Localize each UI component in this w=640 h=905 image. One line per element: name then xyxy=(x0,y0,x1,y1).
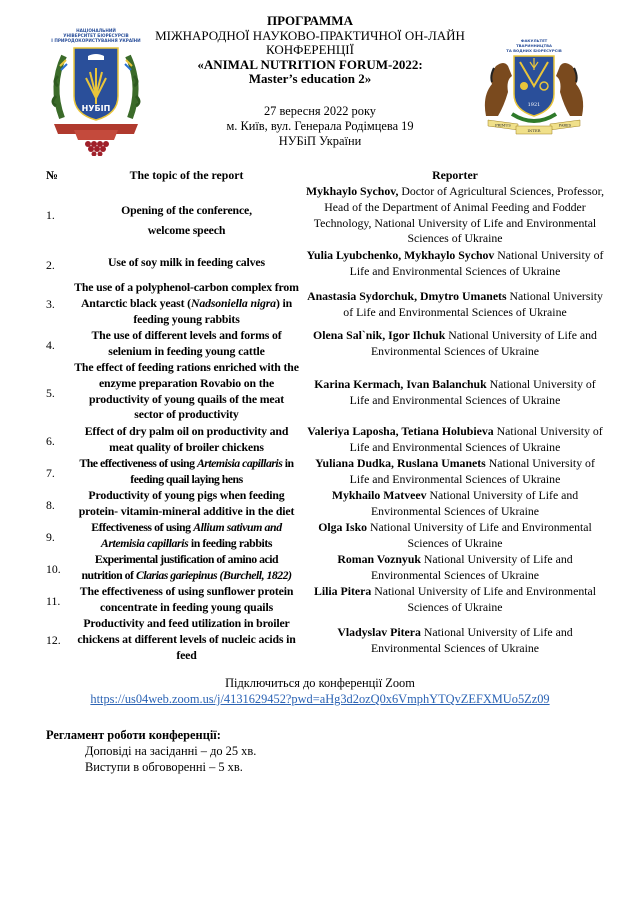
zoom-link[interactable]: https://us04web.zoom.us/j/4131629452?pwd=aHg3d2ozQ0x6VmphYTQvZEFXMUo5Zz09 xyxy=(90,692,550,706)
forum-name: «ANIMAL NUTRITION FORUM-2022: xyxy=(197,56,423,72)
reporter-names: Anastasia Sydorchuk, Dmytro Umanets xyxy=(307,289,507,303)
reporter-affiliation: National University of Life and Environmental Sciences of Ukraine xyxy=(370,328,597,358)
row-topic: The use of different levels and forms of selenium in feeding young cattle xyxy=(91,328,282,358)
topic-species: Artemisia capillaris xyxy=(196,456,283,470)
reporter-names: Olena Sal`nik, Igor Ilchuk xyxy=(313,328,446,342)
row-topic xyxy=(74,456,299,488)
table-row xyxy=(0,248,640,280)
reporter-affiliation: National University of Life and Environmental Sciences of Ukraine xyxy=(370,625,573,655)
table-row xyxy=(0,456,640,488)
faculty-logo xyxy=(478,36,590,136)
row-reporter xyxy=(305,184,605,247)
forum-subtitle: Master’s education 2» xyxy=(248,71,372,87)
program-title: ПРОГРАММА xyxy=(267,13,353,28)
reporter-affiliation: National University of Life and Environmental Sciences of Ukraine xyxy=(370,488,579,518)
table-row xyxy=(0,184,640,248)
row-number: 10. xyxy=(46,562,61,576)
topic-line: Opening of the conference, xyxy=(121,203,252,217)
topic-text: The effectiveness of using xyxy=(79,456,197,470)
table-row xyxy=(0,520,640,552)
reporter-affiliation: National University of Life and Environmental Sciences of Ukraine xyxy=(349,248,604,278)
row-number: 7. xyxy=(46,466,55,480)
column-header-number: № xyxy=(46,168,58,182)
event-address: м. Київ, вул. Генерала Родімцева 19 xyxy=(226,118,414,133)
nubip-logo xyxy=(44,26,148,156)
table-row xyxy=(0,552,640,584)
table-row xyxy=(0,488,640,520)
row-number: 6. xyxy=(46,434,55,448)
reporter-names: Vladyslav Pitera xyxy=(337,625,421,639)
topic-text: The use of a polyphenol-carbon complex from Antarctic black yeast ( xyxy=(74,280,299,310)
topic-text: ) in feeding young rabbits xyxy=(133,295,293,326)
svg-text:І ПРИРОДОКОРИСТУВАННЯ УКРАЇНИ: І ПРИРОДОКОРИСТУВАННЯ УКРАЇНИ xyxy=(51,38,141,43)
row-reporter xyxy=(305,424,605,456)
row-topic: The effectiveness of using sunflower protein concentrate in feeding young quails xyxy=(79,584,294,614)
row-number: 3. xyxy=(46,297,55,311)
column-header-topic: The topic of the report xyxy=(129,168,244,182)
topic-text: in feeding quail laying hens xyxy=(130,456,294,486)
program-header xyxy=(140,14,480,87)
svg-text:1921: 1921 xyxy=(527,102,541,108)
row-reporter xyxy=(305,248,605,280)
reporter-names: Yuliana Dudka, Ruslana Umanets xyxy=(315,456,486,470)
topic-text: in feeding rabbits xyxy=(188,535,273,550)
reporter-names: Olga Isko xyxy=(318,520,368,534)
svg-text:ТВАРИННИЦТВА: ТВАРИННИЦТВА xyxy=(516,43,552,48)
svg-text:INTER: INTER xyxy=(527,128,541,133)
row-number: 4. xyxy=(46,338,55,352)
row-reporter xyxy=(305,328,605,360)
row-topic: Effect of dry palm oil on productivity and meat quality of broiler chickens xyxy=(84,424,289,454)
row-number: 11. xyxy=(46,594,61,608)
table-row xyxy=(0,328,640,360)
column-header-reporter: Reporter xyxy=(432,168,478,182)
reporter-names: Mykhailo Matveev xyxy=(331,488,427,502)
row-number: 9. xyxy=(46,530,55,544)
topic-species: Clarias gariepinus (Burchell, 1822) xyxy=(135,567,292,582)
zoom-label: Підключиться до конференції Zoom xyxy=(225,676,415,690)
svg-text:НУБІП: НУБІП xyxy=(81,104,111,113)
topic-text: Experimental justification of amino acid nutrition of xyxy=(81,552,279,582)
row-topic xyxy=(74,552,299,584)
topic-line: welcome speech xyxy=(147,223,226,237)
event-details xyxy=(160,104,480,148)
row-reporter xyxy=(305,377,605,409)
reporter-affiliation: National University of Life and Environmental Sciences of Ukraine xyxy=(367,520,592,550)
reporter-affiliation: National University of Life and Environmental Sciences of Ukraine xyxy=(370,552,573,582)
row-topic xyxy=(74,520,299,552)
table-row xyxy=(0,424,640,456)
topic-text: Effectiveness of using xyxy=(91,520,194,534)
row-number: 5. xyxy=(46,386,55,400)
reporter-affiliation: National University of Life and Environmental Sciences of Ukraine xyxy=(349,424,603,454)
row-reporter xyxy=(305,456,605,488)
svg-text:ТА ВОДНИХ БІОРЕСУРСІВ: ТА ВОДНИХ БІОРЕСУРСІВ xyxy=(506,48,562,53)
table-row xyxy=(0,584,640,616)
row-reporter xyxy=(305,584,605,616)
reporter-names: Yulia Lyubchenko, Mykhaylo Sychov xyxy=(306,248,495,262)
rule-item: Доповіді на засіданні – до 25 хв. xyxy=(85,744,257,758)
row-reporter xyxy=(305,552,605,584)
row-topic: Productivity of young pigs when feeding protein- vitamin-mineral additive in the diet xyxy=(78,488,295,518)
event-date: 27 вересня 2022 року xyxy=(263,104,376,118)
row-reporter xyxy=(305,488,605,520)
row-number: 8. xyxy=(46,498,55,512)
row-topic xyxy=(74,200,299,240)
reporter-affiliation: National University of Life and Environmental Sciences of Ukraine xyxy=(371,584,597,614)
topic-species: Nadsoniella nigra xyxy=(190,295,276,310)
reporter-affiliation: National University of Life and Environmental Sciences of Ukraine xyxy=(343,289,603,319)
row-number: 1. xyxy=(46,208,55,222)
reporter-names: Valeriya Laposha, Tetiana Holubieva xyxy=(307,424,494,438)
rule-item: Виступи в обговоренні – 5 хв. xyxy=(85,760,243,774)
reporter-names: Karina Kermach, Ivan Balanchuk xyxy=(314,377,487,391)
table-row xyxy=(0,360,640,424)
row-topic: The effect of feeding rations enriched with the enzyme preparation Rovabio on the productivity of young quails of the meat sector of productivity xyxy=(74,360,299,422)
row-reporter xyxy=(305,289,605,321)
reporter-names: Mykhaylo Sychov, xyxy=(305,184,399,198)
row-topic: Productivity and feed utilization in broiler chickens at different levels of nucleic acids in feed xyxy=(77,616,296,662)
reporter-affiliation: National University of Life and Environmental Sciences of Ukraine xyxy=(349,377,596,407)
rules-title: Регламент роботи конференції: xyxy=(46,728,221,742)
table-row xyxy=(0,616,640,664)
row-reporter xyxy=(305,520,605,552)
conference-type-line: МІЖНАРОДНОЇ НАУКОВО-ПРАКТИЧНОЇ ОН-ЛАЙН xyxy=(155,27,465,43)
svg-text:НАЦІОНАЛЬНИЙ: НАЦІОНАЛЬНИЙ xyxy=(76,28,116,33)
row-topic xyxy=(74,280,299,327)
svg-text:PRIMUS: PRIMUS xyxy=(495,123,511,128)
table-row xyxy=(0,280,640,328)
svg-text:PARES: PARES xyxy=(558,123,572,128)
event-institution: НУБіП України xyxy=(278,133,362,148)
svg-text:УНІВЕРСИТЕТ БІОРЕСУРСІВ: УНІВЕРСИТЕТ БІОРЕСУРСІВ xyxy=(63,33,129,38)
topic-species: Allium sativum and Artemisia capillaris xyxy=(100,520,282,550)
reporter-names: Roman Voznyuk xyxy=(337,552,421,566)
reporter-affiliation: Doctor of Agricultural Sciences, Professor, Head of the Department of Animal Feeding and Fodder Technology, National University of Life and Environmental Sciences of Ukraine xyxy=(313,184,605,246)
row-number: 2. xyxy=(46,258,55,272)
reporter-names: Lilia Pitera xyxy=(313,584,372,598)
row-number: 12. xyxy=(46,633,61,647)
row-topic: Use of soy milk in feeding calves xyxy=(108,255,265,269)
row-reporter xyxy=(305,625,605,657)
zoom-link-container xyxy=(0,692,640,707)
reporter-affiliation: National University of Life and Environmental Sciences of Ukraine xyxy=(349,456,595,486)
conference-word: КОНФЕРЕНЦІЇ xyxy=(266,42,354,58)
svg-text:ФАКУЛЬТЕТ: ФАКУЛЬТЕТ xyxy=(520,38,548,43)
